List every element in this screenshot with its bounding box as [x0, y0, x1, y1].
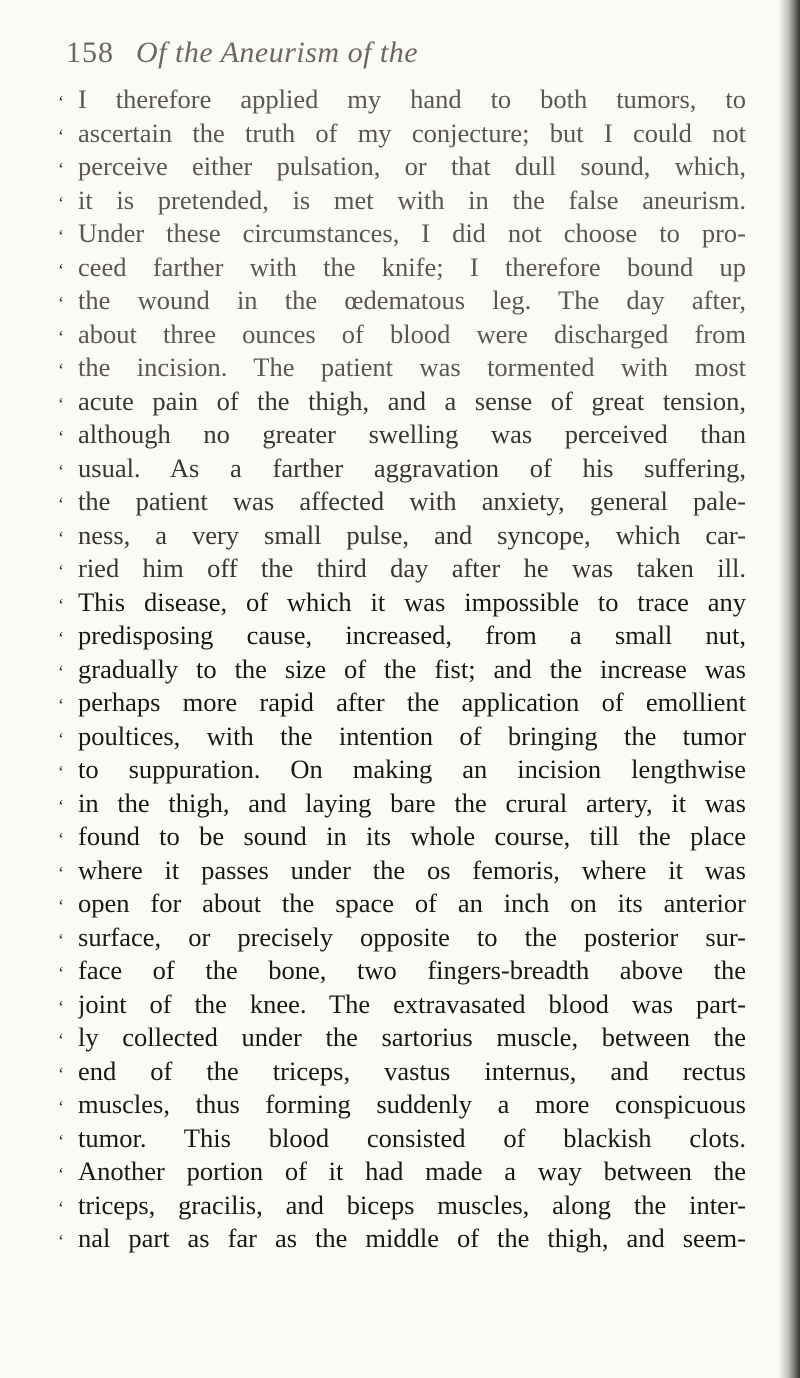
- page-number: 158: [66, 36, 114, 69]
- line-text: muscles, thus forming suddenly a more conspicuous: [78, 1089, 746, 1119]
- line-text: usual. As a farther aggravation of his suffering,: [78, 452, 746, 483]
- line-text: Under these circumstances, I did not choose to pro-: [78, 218, 746, 248]
- quotation-mark: ‘: [58, 728, 64, 749]
- quotation-mark: ‘: [58, 1164, 64, 1184]
- quotation-mark: ‘: [58, 795, 64, 816]
- page-binding-edge: [778, 0, 800, 1378]
- quotation-mark: ‘: [58, 226, 64, 246]
- line-text: triceps, gracilis, and biceps muscles, along the inter-: [78, 1189, 746, 1220]
- quotation-mark: ‘: [58, 661, 64, 682]
- line-text: ried him off the third day after he was taken ill.: [78, 553, 746, 583]
- text-line: [58, 989, 746, 1023]
- body-text: [58, 84, 746, 1257]
- text-line: [58, 1123, 746, 1157]
- quotation-mark: ‘: [58, 1097, 64, 1117]
- quotation-mark: ‘: [58, 829, 64, 849]
- text-line: [58, 955, 746, 989]
- quotation-mark: ‘: [58, 360, 64, 380]
- text-line: [58, 1223, 746, 1257]
- line-text: ly collected under the sartorius muscle, between the: [78, 1022, 746, 1052]
- quotation-mark: ‘: [58, 393, 64, 414]
- line-text: perceive either pulsation, or that dull sound, which,: [78, 151, 746, 181]
- line-text: about three ounces of blood were discharged from: [78, 318, 746, 349]
- quotation-mark: ‘: [58, 929, 64, 950]
- text-line: [58, 721, 746, 755]
- text-line: [58, 922, 746, 956]
- text-line: [58, 1056, 746, 1090]
- line-text: the wound in the œdematous leg. The day after,: [78, 285, 746, 315]
- quotation-mark: ‘: [58, 259, 64, 280]
- line-text: tumor. This blood consisted of blackish clots.: [78, 1122, 746, 1153]
- quotation-mark: ‘: [58, 1231, 64, 1251]
- text-line: [58, 252, 746, 286]
- quotation-mark: ‘: [58, 695, 64, 715]
- text-line: [58, 419, 746, 453]
- page-header: [66, 36, 418, 76]
- line-text: ceed farther with the knife; I therefore bound up: [78, 251, 746, 282]
- quotation-mark: ‘: [58, 460, 64, 481]
- quotation-mark: ‘: [58, 293, 64, 313]
- line-text: where it passes under the os femoris, where it was: [78, 854, 746, 885]
- line-text: the patient was affected with anxiety, general pale-: [78, 486, 746, 516]
- line-text: nal part as far as the middle of the thigh, and seem-: [78, 1223, 746, 1253]
- quotation-mark: ‘: [58, 1130, 64, 1151]
- quotation-mark: ‘: [58, 1030, 64, 1050]
- text-line: [58, 285, 746, 319]
- line-text: in the thigh, and laying bare the crural artery, it was: [78, 787, 746, 818]
- text-line: [58, 185, 746, 219]
- line-text: it is pretended, is met with in the false aneurism.: [78, 184, 746, 215]
- line-text: predisposing cause, increased, from a small nut,: [78, 620, 746, 650]
- text-line: [58, 486, 746, 520]
- line-text: ness, a very small pulse, and syncope, which car-: [78, 519, 746, 550]
- quotation-mark: ‘: [58, 896, 64, 916]
- line-text: end of the triceps, vastus internus, and rectus: [78, 1055, 746, 1086]
- text-line: [58, 1022, 746, 1056]
- quotation-mark: ‘: [58, 326, 64, 347]
- text-line: [58, 1156, 746, 1190]
- text-line: [58, 788, 746, 822]
- quotation-mark: ‘: [58, 192, 64, 213]
- line-text: gradually to the size of the fist; and the increase was: [78, 653, 746, 684]
- quotation-mark: ‘: [58, 762, 64, 782]
- line-text: to suppuration. On making an incision lengthwise: [78, 754, 746, 784]
- quotation-mark: ‘: [58, 125, 64, 146]
- line-text: found to be sound in its whole course, till the place: [78, 821, 746, 851]
- running-head: Of the Aneurism of the: [136, 36, 419, 69]
- text-line: [58, 821, 746, 855]
- line-text: ascertain the truth of my conjecture; but I could not: [78, 117, 746, 148]
- text-line: [58, 520, 746, 554]
- text-line: [58, 687, 746, 721]
- quotation-mark: ‘: [58, 628, 64, 648]
- quotation-mark: ‘: [58, 594, 64, 615]
- quotation-mark: ‘: [58, 92, 64, 112]
- quotation-mark: ‘: [58, 963, 64, 983]
- quotation-mark: ‘: [58, 996, 64, 1017]
- quotation-mark: ‘: [58, 1197, 64, 1218]
- text-line: [58, 151, 746, 185]
- text-line: [58, 386, 746, 420]
- line-text: poultices, with the intention of bringing the tumor: [78, 720, 746, 751]
- text-line: [58, 754, 746, 788]
- quotation-mark: ‘: [58, 527, 64, 548]
- text-line: [58, 1089, 746, 1123]
- quotation-mark: ‘: [58, 1063, 64, 1084]
- text-line: [58, 84, 746, 118]
- quotation-mark: ‘: [58, 862, 64, 883]
- line-text: although no greater swelling was perceived than: [78, 419, 746, 449]
- text-line: [58, 587, 746, 621]
- text-line: [58, 352, 746, 386]
- text-line: [58, 855, 746, 889]
- line-text: joint of the knee. The extravasated blood was part-: [78, 988, 746, 1019]
- line-text: acute pain of the thigh, and a sense of great tension,: [78, 385, 746, 416]
- text-line: [58, 620, 746, 654]
- text-line: [58, 118, 746, 152]
- quotation-mark: ‘: [58, 159, 64, 179]
- text-line: [58, 553, 746, 587]
- line-text: This disease, of which it was impossible to trace any: [78, 586, 746, 617]
- line-text: open for about the space of an inch on its anterior: [78, 888, 746, 918]
- line-text: perhaps more rapid after the application of emollient: [78, 687, 746, 717]
- quotation-mark: ‘: [58, 427, 64, 447]
- text-line: [58, 218, 746, 252]
- quotation-mark: ‘: [58, 494, 64, 514]
- text-line: [58, 1190, 746, 1224]
- line-text: face of the bone, two fingers-breadth above the: [78, 955, 746, 985]
- quotation-mark: ‘: [58, 561, 64, 581]
- text-line: [58, 654, 746, 688]
- line-text: Another portion of it had made a way between the: [78, 1156, 746, 1186]
- line-text: I therefore applied my hand to both tumors, to: [78, 84, 746, 114]
- line-text: the incision. The patient was tormented with most: [78, 352, 746, 382]
- text-line: [58, 319, 746, 353]
- text-line: [58, 453, 746, 487]
- line-text: surface, or precisely opposite to the posterior sur-: [78, 921, 746, 952]
- text-line: [58, 888, 746, 922]
